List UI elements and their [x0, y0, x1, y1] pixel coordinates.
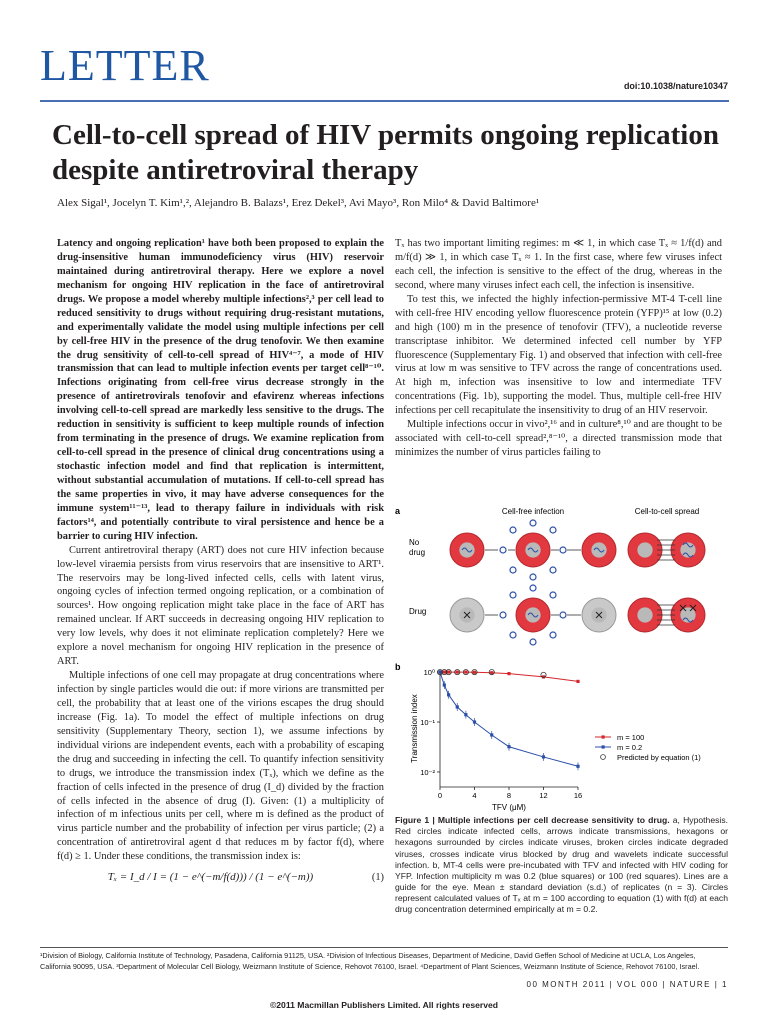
paragraph: Tₓ has two important limiting regimes: m ≪ 1, in which case Tₓ ≈ 1/f(d) and m/f(d) ≫ 1, in which case Tₓ ≈ 1. In the first case, where few viruses infect each cell, the infection is sensitive to the effect of the drug, whereas in the second, where many viruses infect each cell, the infection is insensitive. [395, 238, 722, 291]
y-tick-label: 10⁻² [420, 767, 435, 777]
right-column [395, 237, 722, 460]
data-point [490, 671, 493, 674]
header-rule [40, 100, 729, 102]
left-body [57, 544, 384, 865]
nucleus [637, 607, 652, 622]
data-point [443, 670, 446, 673]
figure-1 [395, 505, 728, 815]
paragraph: Current antiretroviral therapy (ART) does not cure HIV infection because low-level viraemia persists from virus reservoirs that are insensitive to ART¹. The reservoirs may be long-lived infected cells, cells with latent virus, ongoing cycles of infection termed ongoing replication, or a combination of sources¹. How ongoing replication might take place in the face of ART has remained unclear. If ART succeeds in decreasing ongoing HIV replication to very low levels, why does it not eliminate replication completely? Here we explore a novel mechanism for ongoing HIV replication in the presence of ART. [57, 544, 384, 668]
paragraph: Multiple infections of one cell may propagate at drug concentrations where infection by single particles would die out: if more virions are transmitted per cell, the probability that at least one of the virions escapes the drug should increase (Fig. 1a). To model the effect of multiple infections on drug sensitivity (Supplementary Theory, section 1), we assume infections by individual virions are independent events, each with a probability of escaping the drug and succeeding in infecting the cell. To quantify infection sensitivity to drugs, we introduce the transmission index (Tₓ), which we define as the fraction of cells infected in the presence of drug (I_d) divided by the fraction of cells infected in the absence of drug (I). Given: (1) a multiplicity of infection of m infectious units per cell, where m is defined as the product of virus particle number and the probability of infection per virus particle; (2) a concentration of antiretroviral agent d that reduces m by factor f(d), where f(d) ≥ 1. Under these conditions, the transmission index is: [57, 670, 384, 863]
paragraph: To test this, we infected the highly infection-permissive MT-4 T-cell line with cell-free HIV encoding yellow fluorescence protein (YFP)¹⁵ at low (0.2) and high (100) m in the presence of tenofovir (TFV), a nucleotide reverse transcriptase inhibitor. We determined infected cell number by YFP fluorescence (Supplementary Fig. 1) and observed that infection with cell-free virus at low m was sensitive to TFV across the range of concentrations used. At high m, infection was insensitive to low and intermediate TFV concentrations (Fig. 1b), supporting the model. Thus, multiple cell-free HIV infections per cell recapitulate the insensitivity to drug of an HIV reservoir. [395, 293, 722, 417]
equation-1 [57, 870, 384, 885]
legend-label: Predicted by equation (1) [617, 753, 701, 762]
paragraph: Multiple infections occur in vivo²,¹⁶ and in culture⁸,¹⁰ and are thought to be associated with cell-to-cell spread²,⁸⁻¹⁰, a directed transmission mode that minimizes the number of virus particles failing to [395, 419, 722, 459]
row-label-drug-word: drug [409, 548, 426, 557]
affiliations-footnote: ¹Division of Biology, California Institute of Technology, Pasadena, California 91125, USA. ²Division of Infectious Diseases, Department of Medicine, David Geffen School of Medicine at UCLA, Los Angeles, California 90095, USA. ³Department of Molecular Cell Biology, Weizmann Institute of Science, Rehovot 76100, Israel. ⁴Department of Plant Sciences, Weizmann Institute of Science, Rehovot 76100, Israel. [40, 947, 728, 973]
degraded-virion [510, 527, 516, 533]
virion [560, 547, 566, 553]
doi[interactable]: doi:10.1038/nature10347 [623, 81, 728, 91]
data-point [473, 671, 476, 674]
legend-marker [602, 735, 605, 738]
author-list: Alex Sigal¹, Jocelyn T. Kim¹,², Alejandro B. Balazs¹, Erez Dekel³, Avi Mayo³, Ron Milo⁴ & David Baltimore¹ [57, 197, 540, 209]
y-tick-label: 10⁻¹ [420, 718, 435, 728]
panel-a-illustration [450, 520, 705, 645]
y-tick-label: 10⁰ [423, 668, 435, 678]
degraded-virion [530, 574, 536, 580]
col-title-cell-free: Cell-free infection [501, 507, 565, 516]
data-point [456, 670, 459, 673]
data-point [464, 670, 467, 673]
data-point [507, 672, 510, 675]
legend-marker [601, 755, 606, 760]
equation-number: (1) [371, 871, 384, 883]
col-title-cell-to-cell: Cell-to-cell spread [634, 507, 700, 516]
degraded-virion [550, 632, 556, 638]
degraded-virion [530, 639, 536, 645]
x-tick-label: 0 [437, 791, 443, 800]
nucleus [637, 542, 652, 557]
article-title: Cell-to-cell spread of HIV permits ongoing replication despite antiretroviral therapy [52, 119, 719, 186]
legend-label: m = 0.2 [617, 743, 643, 752]
virion [560, 612, 566, 618]
figure-svg [395, 505, 728, 815]
legend-label: m = 100 [617, 733, 645, 742]
degraded-virion [530, 585, 536, 591]
section-label: LETTER [40, 41, 210, 90]
y-axis-label: Transmission index [410, 694, 419, 763]
panel-a-label: a [395, 506, 401, 516]
caption-label: Figure 1 | Multiple infections per cell decrease sensitivity to drug. [395, 815, 670, 825]
equation-body: Tₓ = I_d / I = (1 − e^(−m/f(d))) / (1 − e^(−m)) [107, 871, 314, 884]
row-label-no: No [409, 538, 420, 547]
x-tick-label: 16 [573, 791, 583, 800]
degraded-virion [510, 592, 516, 598]
transmission-index-chart [410, 668, 701, 812]
virion [500, 612, 506, 618]
x-tick-label: 12 [539, 791, 548, 800]
degraded-virion [510, 567, 516, 573]
virion [500, 547, 506, 553]
journal-footer: 00 MONTH 2011 | VOL 000 | NATURE | 1 [526, 980, 728, 989]
degraded-virion [550, 527, 556, 533]
data-point [576, 680, 579, 683]
copyright: ©2011 Macmillan Publishers Limited. All rights reserved [269, 1000, 499, 1010]
legend-marker [602, 745, 605, 748]
data-point [438, 670, 441, 673]
left-column [57, 237, 384, 889]
degraded-virion [550, 567, 556, 573]
x-axis-label: TFV (μM) [492, 803, 526, 812]
data-point [447, 670, 450, 673]
x-tick-label: 4 [472, 791, 477, 800]
row-label-drug: Drug [409, 607, 427, 616]
series-line [440, 672, 578, 766]
panel-b-label: b [395, 662, 401, 672]
x-tick-label: 8 [506, 791, 512, 800]
degraded-virion [550, 592, 556, 598]
abstract: Latency and ongoing replication¹ have both been proposed to explain the drug-insensitive human immunodeficiency virus (HIV) reservoir maintained during antiretroviral therapy. Here we explore a novel mechanism for ongoing HIV replication in the face of antiretroviral drugs. We propose a model whereby multiple infections²,³ per cell lead to reduced sensitivity to drugs without requiring drug-resistant mutations, and experimentally validate the model using multiple infections per cell by cell-free HIV in the presence of the drug tenofovir. We then examine the drug sensitivity of cell-to-cell spread of HIV⁴⁻⁷, a mode of HIV transmission that can lead to multiple infection events per target cell⁸⁻¹⁰. Infections originating from cell-free virus decrease strongly in the presence of antiretrovirals tenofovir and efavirenz whereas infections involving cell-to-cell spread are markedly less sensitive to the drugs. The reduction in sensitivity is sufficient to keep multiple rounds of infection from terminating in the presence of drugs. We examine replication from cell-to-cell spread in the presence of clinical drug concentrations using a stochastic infection model and find that replication is intermittent, without substantial accumulation of mutations. If cell-to-cell spread has the same properties in vivo, it may have adverse consequences for the immune system¹¹⁻¹³, lead to therapy failure in individuals with risk factors¹⁴, and potentially contribute to viral persistence and hence be a barrier to curing HIV infection. [57, 238, 384, 542]
figure-caption [395, 815, 728, 916]
degraded-virion [510, 632, 516, 638]
caption-text: a, Hypothesis. Red circles indicate infected cells, arrows indicate transmissions, hexagons or hexagons surrounded by circles indicate viruses, broken circles indicate degraded viruses, crosses indicate virus blocked by drug and wavelets indicate successful infection. b, MT-4 cells were pre-incubated with TFV and infected with HIV coding for YFP. Infection multiplicity m was 0.2 (blue squares) or 100 (red squares). Lines are a guide for the eye. Mean ± standard deviation (s.d.) of replicates (n = 3). Circles represent calculated values of Tₓ at m = 100 according to equation (1) with f(d) at each drug concentration determined empirically at m = 0.2. [395, 815, 728, 915]
degraded-virion [530, 520, 536, 526]
